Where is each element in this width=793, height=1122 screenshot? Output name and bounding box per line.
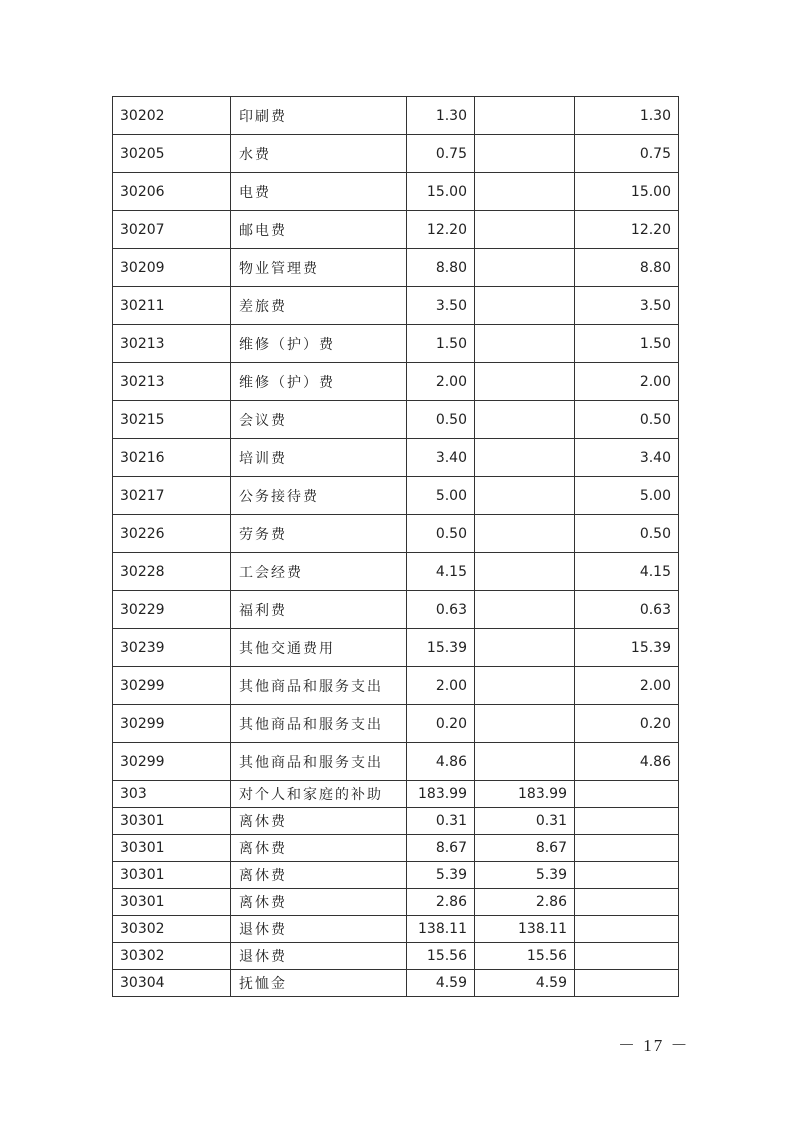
basic-expense-cell [475, 287, 575, 325]
table-row [113, 515, 679, 553]
account-code-cell: 30229 [113, 591, 231, 629]
total-amount-cell: 5.39 [407, 862, 475, 889]
table-row [113, 135, 679, 173]
table-row [113, 705, 679, 743]
project-expense-cell: 12.20 [575, 211, 679, 249]
account-name-cell: 离休费 [231, 889, 407, 916]
account-code-cell: 30217 [113, 477, 231, 515]
account-code-cell: 30207 [113, 211, 231, 249]
account-name-cell: 其他商品和服务支出 [231, 743, 407, 781]
account-code-cell: 30213 [113, 325, 231, 363]
page-number: － 17 － [618, 1036, 690, 1055]
project-expense-cell: 3.40 [575, 439, 679, 477]
account-code-cell: 303 [113, 781, 231, 808]
account-name-cell: 物业管理费 [231, 249, 407, 287]
basic-expense-cell: 183.99 [475, 781, 575, 808]
table-row [113, 889, 679, 916]
account-code-cell: 30301 [113, 862, 231, 889]
account-name-cell: 离休费 [231, 835, 407, 862]
basic-expense-cell: 4.59 [475, 970, 575, 997]
project-expense-cell: 4.86 [575, 743, 679, 781]
project-expense-cell: 15.39 [575, 629, 679, 667]
table-row [113, 97, 679, 135]
total-amount-cell: 0.20 [407, 705, 475, 743]
account-code-cell: 30209 [113, 249, 231, 287]
account-name-cell: 培训费 [231, 439, 407, 477]
table-row [113, 249, 679, 287]
total-amount-cell: 0.31 [407, 808, 475, 835]
account-name-cell: 福利费 [231, 591, 407, 629]
table-row [113, 173, 679, 211]
basic-expense-cell [475, 439, 575, 477]
basic-expense-cell: 8.67 [475, 835, 575, 862]
total-amount-cell: 8.67 [407, 835, 475, 862]
total-amount-cell: 8.80 [407, 249, 475, 287]
account-name-cell: 维修（护）费 [231, 363, 407, 401]
project-expense-cell [575, 835, 679, 862]
account-code-cell: 30304 [113, 970, 231, 997]
total-amount-cell: 0.50 [407, 515, 475, 553]
basic-expense-cell: 0.31 [475, 808, 575, 835]
table-row [113, 808, 679, 835]
total-amount-cell: 2.86 [407, 889, 475, 916]
basic-expense-cell [475, 705, 575, 743]
table-row [113, 477, 679, 515]
account-code-cell: 30216 [113, 439, 231, 477]
basic-expense-cell [475, 363, 575, 401]
account-name-cell: 电费 [231, 173, 407, 211]
project-expense-cell: 8.80 [575, 249, 679, 287]
basic-expense-cell: 15.56 [475, 943, 575, 970]
project-expense-cell: 0.50 [575, 401, 679, 439]
basic-expense-cell [475, 211, 575, 249]
expenditure-table [112, 96, 679, 997]
table-row [113, 916, 679, 943]
table-row [113, 743, 679, 781]
basic-expense-cell [475, 173, 575, 211]
basic-expense-cell [475, 97, 575, 135]
basic-expense-cell [475, 553, 575, 591]
table-row [113, 363, 679, 401]
account-code-cell: 30213 [113, 363, 231, 401]
basic-expense-cell [475, 667, 575, 705]
account-code-cell: 30206 [113, 173, 231, 211]
table-row [113, 781, 679, 808]
project-expense-cell: 5.00 [575, 477, 679, 515]
table-row [113, 629, 679, 667]
table-row [113, 553, 679, 591]
account-name-cell: 印刷费 [231, 97, 407, 135]
project-expense-cell: 4.15 [575, 553, 679, 591]
project-expense-cell [575, 781, 679, 808]
account-name-cell: 水费 [231, 135, 407, 173]
total-amount-cell: 15.39 [407, 629, 475, 667]
account-code-cell: 30215 [113, 401, 231, 439]
project-expense-cell [575, 889, 679, 916]
total-amount-cell: 0.63 [407, 591, 475, 629]
project-expense-cell [575, 916, 679, 943]
basic-expense-cell [475, 515, 575, 553]
total-amount-cell: 15.56 [407, 943, 475, 970]
account-code-cell: 30302 [113, 943, 231, 970]
table-row [113, 667, 679, 705]
total-amount-cell: 3.50 [407, 287, 475, 325]
total-amount-cell: 2.00 [407, 363, 475, 401]
account-name-cell: 抚恤金 [231, 970, 407, 997]
table-row [113, 943, 679, 970]
total-amount-cell: 5.00 [407, 477, 475, 515]
project-expense-cell: 0.63 [575, 591, 679, 629]
table-row [113, 591, 679, 629]
account-code-cell: 30301 [113, 808, 231, 835]
account-code-cell: 30202 [113, 97, 231, 135]
total-amount-cell: 0.50 [407, 401, 475, 439]
account-name-cell: 工会经费 [231, 553, 407, 591]
table-row [113, 325, 679, 363]
basic-expense-cell [475, 325, 575, 363]
account-code-cell: 30301 [113, 835, 231, 862]
account-name-cell: 劳务费 [231, 515, 407, 553]
total-amount-cell: 138.11 [407, 916, 475, 943]
project-expense-cell: 0.75 [575, 135, 679, 173]
basic-expense-cell [475, 401, 575, 439]
account-name-cell: 退休费 [231, 916, 407, 943]
account-name-cell: 公务接待费 [231, 477, 407, 515]
account-name-cell: 其他商品和服务支出 [231, 667, 407, 705]
total-amount-cell: 15.00 [407, 173, 475, 211]
project-expense-cell: 0.20 [575, 705, 679, 743]
project-expense-cell: 1.30 [575, 97, 679, 135]
basic-expense-cell [475, 249, 575, 287]
account-code-cell: 30299 [113, 705, 231, 743]
account-code-cell: 30205 [113, 135, 231, 173]
table-row [113, 862, 679, 889]
total-amount-cell: 12.20 [407, 211, 475, 249]
project-expense-cell: 1.50 [575, 325, 679, 363]
account-name-cell: 离休费 [231, 808, 407, 835]
account-name-cell: 退休费 [231, 943, 407, 970]
account-name-cell: 其他交通费用 [231, 629, 407, 667]
total-amount-cell: 183.99 [407, 781, 475, 808]
basic-expense-cell [475, 629, 575, 667]
total-amount-cell: 1.50 [407, 325, 475, 363]
total-amount-cell: 4.59 [407, 970, 475, 997]
total-amount-cell: 1.30 [407, 97, 475, 135]
project-expense-cell [575, 808, 679, 835]
basic-expense-cell: 5.39 [475, 862, 575, 889]
total-amount-cell: 4.86 [407, 743, 475, 781]
basic-expense-cell [475, 135, 575, 173]
project-expense-cell: 3.50 [575, 287, 679, 325]
project-expense-cell [575, 862, 679, 889]
account-name-cell: 差旅费 [231, 287, 407, 325]
account-name-cell: 其他商品和服务支出 [231, 705, 407, 743]
basic-expense-cell: 2.86 [475, 889, 575, 916]
total-amount-cell: 4.15 [407, 553, 475, 591]
account-code-cell: 30301 [113, 889, 231, 916]
account-name-cell: 邮电费 [231, 211, 407, 249]
basic-expense-cell [475, 591, 575, 629]
table-body [113, 97, 679, 997]
account-code-cell: 30299 [113, 743, 231, 781]
account-code-cell: 30302 [113, 916, 231, 943]
project-expense-cell: 0.50 [575, 515, 679, 553]
table-row [113, 211, 679, 249]
project-expense-cell: 2.00 [575, 363, 679, 401]
project-expense-cell [575, 970, 679, 997]
account-code-cell: 30228 [113, 553, 231, 591]
table-row [113, 401, 679, 439]
account-name-cell: 维修（护）费 [231, 325, 407, 363]
table-row [113, 970, 679, 997]
basic-expense-cell [475, 743, 575, 781]
account-name-cell: 离休费 [231, 862, 407, 889]
basic-expense-cell: 138.11 [475, 916, 575, 943]
table-row [113, 835, 679, 862]
account-code-cell: 30239 [113, 629, 231, 667]
total-amount-cell: 3.40 [407, 439, 475, 477]
account-name-cell: 对个人和家庭的补助 [231, 781, 407, 808]
project-expense-cell [575, 943, 679, 970]
project-expense-cell: 2.00 [575, 667, 679, 705]
account-code-cell: 30211 [113, 287, 231, 325]
total-amount-cell: 2.00 [407, 667, 475, 705]
basic-expense-cell [475, 477, 575, 515]
total-amount-cell: 0.75 [407, 135, 475, 173]
account-code-cell: 30226 [113, 515, 231, 553]
account-name-cell: 会议费 [231, 401, 407, 439]
table-row [113, 287, 679, 325]
table-row [113, 439, 679, 477]
project-expense-cell: 15.00 [575, 173, 679, 211]
account-code-cell: 30299 [113, 667, 231, 705]
